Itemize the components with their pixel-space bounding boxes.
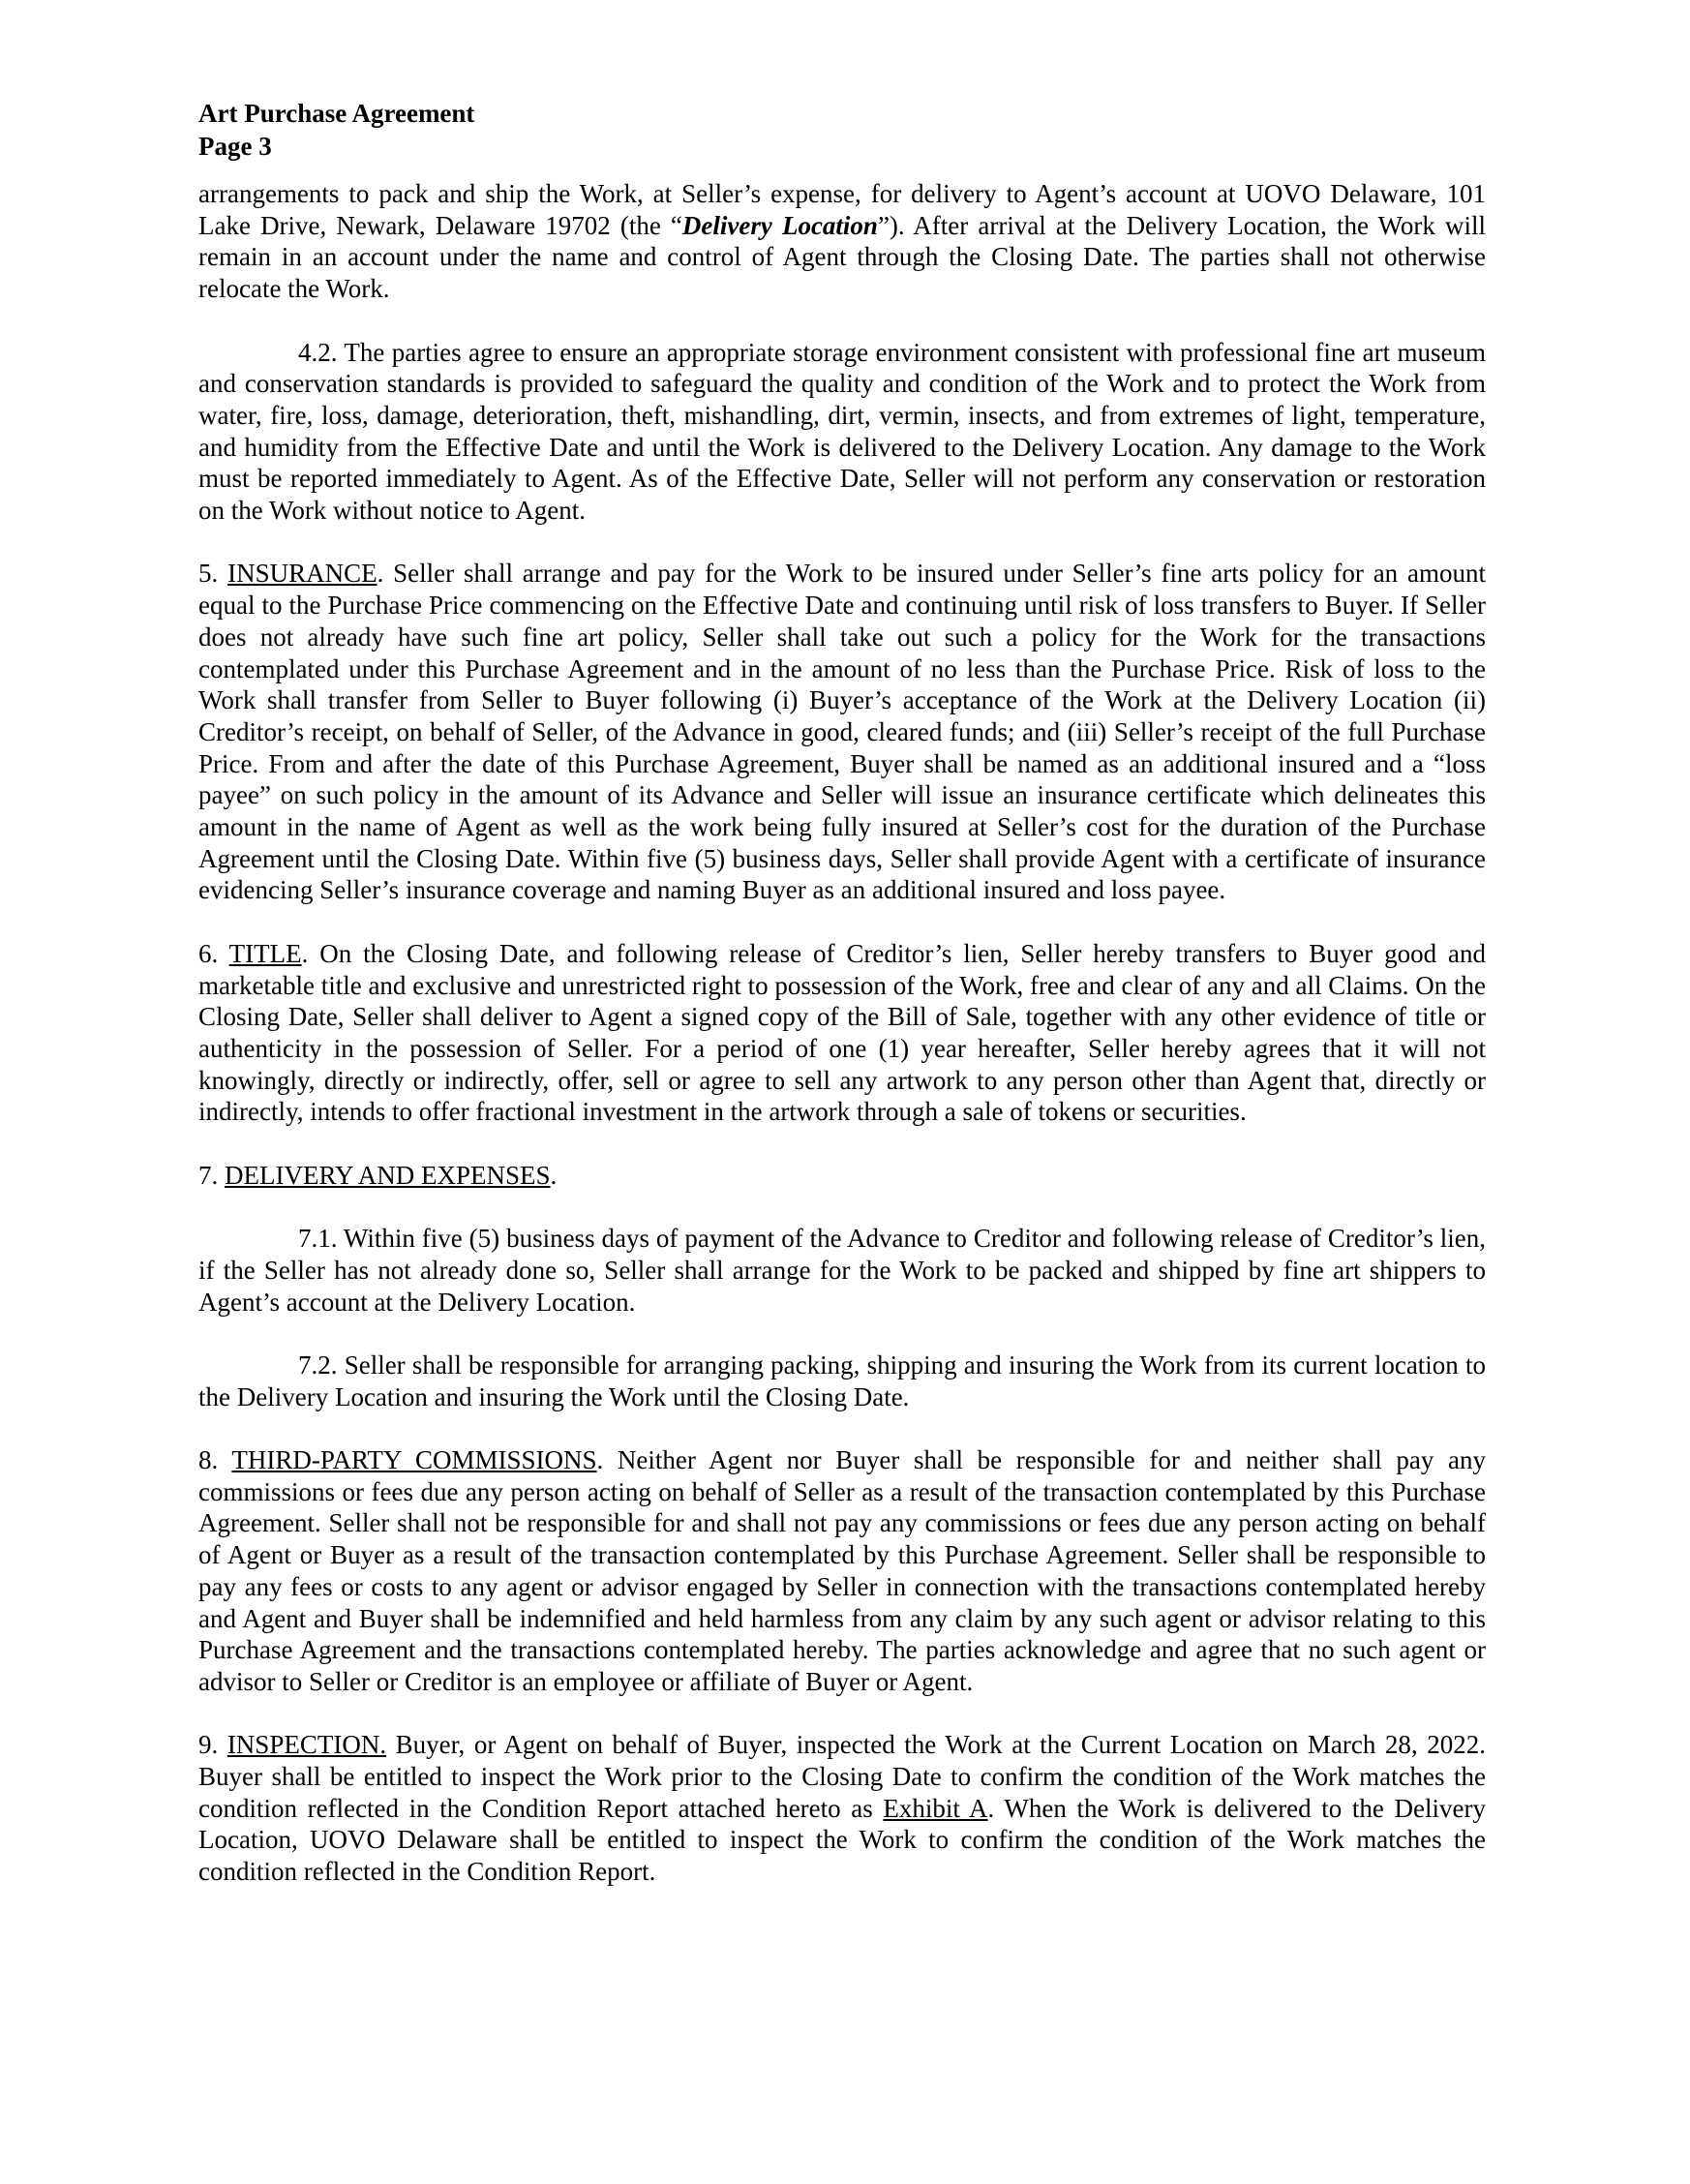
section-body: Buyer, or Agent on behalf of Buyer, inspected the Work at the Current Location on March 28, 2022. Buyer shall be entitled to inspect the Work prior to the Closing Date to confirm the condition of the Work matches the condition reflected in the Condition Report attached hereto as xyxy=(198,1730,1486,1823)
section-heading-period: . xyxy=(550,1160,558,1190)
section-heading-inspection: INSPECTION. xyxy=(226,1730,387,1760)
section-number: 8. xyxy=(198,1445,232,1475)
document-page xyxy=(198,97,1486,1920)
section-heading-delivery-and-expenses: DELIVERY AND EXPENSES xyxy=(225,1160,551,1190)
section-body: . Seller shall arrange and pay for the Work to be insured under Seller’s fine arts policy for an amount equal to the Purchase Price commencing on the Effective Date and continuing until risk of loss transfers to Buyer. If Seller does not already have such fine art policy, Seller shall take out such a policy for the Work for the transactions contemplated under this Purchase Agreement and in the amount of no less than the Purchase Price. Risk of loss to the Work shall transfer from Seller to Buyer following (i) Buyer’s acceptance of the Work at the Delivery Location (ii) Creditor’s receipt, on behalf of Seller, of the Advance in good, cleared funds; and (iii) Seller’s receipt of the full Purchase Price. From and after the date of this Purchase Agreement, Buyer shall be named as an additional insured and a “loss payee” on such policy in the amount of its Advance and Seller will issue an insurance certificate which delineates this amount in the name of Agent as well as the work being fully insured at Seller’s cost for the duration of the Purchase Agreement until the Closing Date. Within five (5) business days, Seller shall provide Agent with a certificate of insurance evidencing Seller’s insurance coverage and naming Buyer as an additional insured and loss payee. xyxy=(198,559,1486,905)
section-number: 9. xyxy=(198,1730,227,1760)
section-body: . Neither Agent nor Buyer shall be responsible for and neither shall pay any commissions or fees due any person acting on behalf of Seller as a result of the transaction contemplated by this Purchase Agreement. Seller shall not be responsible for and shall not pay any commissions or fees due any person acting on behalf of Agent or Buyer as a result of the transaction contemplated by this Purchase Agreement. Seller shall be responsible to pay any fees or costs to any agent or advisor engaged by Seller in connection with the transactions contemplated hereby and Agent and Buyer shall be indemnified and held harmless from any claim by any such agent or advisor relating to this Purchase Agreement and the transactions contemplated hereby. The parties acknowledge and agree that no such agent or advisor to Seller or Creditor is an employee or affiliate of Buyer or Agent. xyxy=(198,1445,1486,1696)
paragraph-4-2: 4.2. The parties agree to ensure an appropriate storage environment consistent with professional fine art museum and conservation standards is provided to safeguard the quality and condition of the Work and to protect the Work from water, fire, loss, damage, deterioration, theft, mishandling, dirt, vermin, insects, and from extremes of light, temperature, and humidity from the Effective Date and until the Work is delivered to the Delivery Location. Any damage to the Work must be reported immediately to Agent. As of the Effective Date, Seller will not perform any conservation or restoration on the Work without notice to Agent. xyxy=(198,337,1486,526)
paragraph-7-2: 7.2. Seller shall be responsible for arranging packing, shipping and insuring the Work from its current location to the Delivery Location and insuring the Work until the Closing Date. xyxy=(198,1350,1486,1411)
section-heading-insurance: INSURANCE xyxy=(227,559,377,589)
section-number: 6. xyxy=(198,938,229,968)
section-5-insurance xyxy=(198,558,1486,906)
paragraph-text: arrangements to pack and ship the Work, at Seller’s expense, for delivery to Agent’s account at UOVO Delaware, 101 Lake Drive, Newark, Delaware 19702 (the “ xyxy=(198,179,1486,240)
section-7-delivery-and-expenses xyxy=(198,1160,1486,1192)
section-heading-title: TITLE xyxy=(228,938,302,968)
paragraph-delivery-arrangements xyxy=(198,178,1486,305)
page-number: Page 3 xyxy=(198,132,272,161)
defined-term-delivery-location: Delivery Location xyxy=(681,210,878,240)
section-8-third-party-commissions xyxy=(198,1444,1486,1698)
section-number: 5. xyxy=(198,559,228,589)
paragraph-text: ”). After arrival at the Delivery Location, the Work will remain in an account under the name and control of Agent through the Closing Date. The parties shall not otherwise relocate the Work. xyxy=(198,210,1486,304)
section-body: . On the Closing Date, and following release of Creditor’s lien, Seller hereby transfers to Buyer good and marketable title and exclusive and unrestricted right to possession of the Work, free and clear of any and all Claims. On the Closing Date, Seller shall deliver to Agent a signed copy of the Bill of Sale, together with any other evidence of title or authenticity in the possession of Seller. For a period of one (1) year hereafter, Seller hereby agrees that it will not knowingly, directly or indirectly, offer, sell or agree to sell any artwork to any person other than Agent that, directly or indirectly, intends to offer fractional investment in the artwork through a sale of tokens or securities. xyxy=(198,938,1486,1127)
document-title: Art Purchase Agreement xyxy=(198,99,475,128)
section-number: 7. xyxy=(198,1160,225,1190)
exhibit-a-reference: Exhibit A xyxy=(883,1793,988,1823)
paragraph-7-1: 7.1. Within five (5) business days of payment of the Advance to Creditor and following release of Creditor’s lien, if the Seller has not already done so, Seller shall arrange for the Work to be packed and shipped by fine art shippers to Agent’s account at the Delivery Location. xyxy=(198,1224,1486,1317)
page-header xyxy=(198,97,1486,163)
section-9-inspection xyxy=(198,1729,1486,1888)
section-body: . When the Work is delivered to the Delivery Location, UOVO Delaware shall be entitled to inspect the Work to confirm the condition of the Work matches the condition reflected in the Condition Report. xyxy=(198,1793,1486,1887)
section-heading-third-party-commissions: THIRD-PARTY COMMISSIONS xyxy=(231,1445,597,1475)
section-6-title xyxy=(198,938,1486,1128)
